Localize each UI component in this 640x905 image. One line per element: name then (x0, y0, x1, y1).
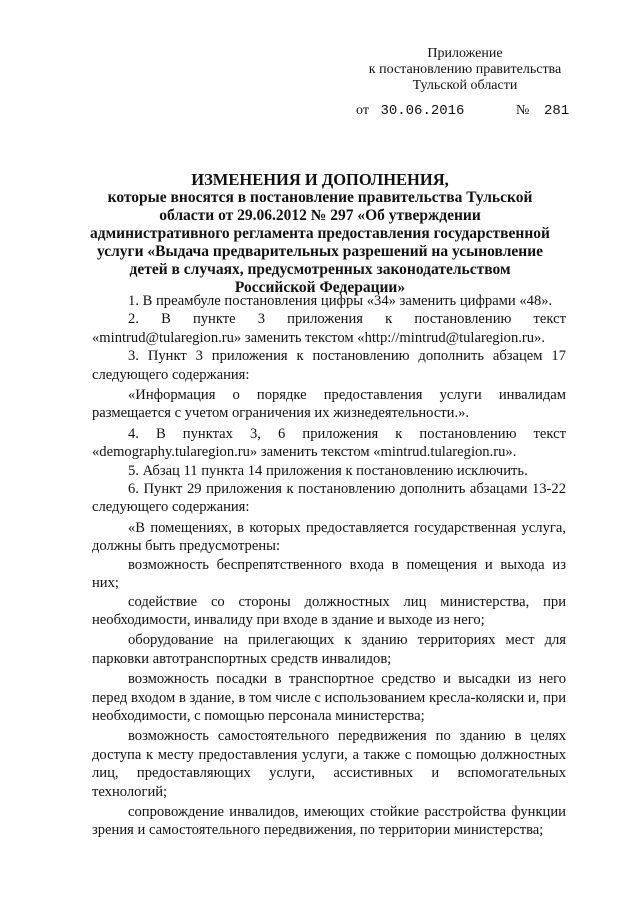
paragraph-1: 1. В преамбуле постановления цифры «34» заменить цифрами «48». (128, 293, 553, 309)
number-sign: № (516, 103, 530, 118)
title-subtitle: которые вносятся в постановление правительства Тульской области от 29.06.2012 № 297 «Об утверждении административного регламента предоставления государственной услуги «Выдача предварительных разрешений на усыновление детей в случаях, предусмотренных законодательством Российской Федерации» (90, 189, 550, 296)
resolution-date-line (356, 103, 596, 119)
paragraph-14: сопровождение инвалидов, имеющих стойкие расстройства функции зрения и самостоятельного передвижения, по территории министерства; (92, 803, 566, 839)
paragraph-13: возможность самостоятельного передвижения по зданию в целях доступа к месту предоставления услуги, а также с помощью должностных лиц, предоставляющих услуги, ассистивных и вспомогательных технологий; (92, 728, 566, 800)
paragraph-9: возможность беспрепятственного входа в помещения и выхода из них; (92, 556, 566, 592)
resolution-number: 281 (544, 103, 570, 119)
paragraph-8: «В помещениях, в которых предоставляется государственная услуга, должны быть предусмотрены: (92, 519, 566, 555)
appendix-resolution-ref: к постановлению правительства (368, 62, 562, 77)
appendix-region: Тульской области (412, 78, 518, 93)
document-body (92, 292, 566, 840)
paragraph-12: возможность посадки в транспортное средство и высадки из него перед входом в здание, в том числе с использованием кресла-коляски и, при необходимости, с помощью персонала министерства; (92, 671, 566, 724)
title-main: ИЗМЕНЕНИЯ И ДОПОЛНЕНИЯ, (191, 170, 449, 189)
paragraph-5: 4. В пунктах 3, 6 приложения к постановлению текст «demography.tularegion.ru» заменить текстом «mintrud.tularegion.ru». (92, 425, 566, 461)
paragraph-6: 5. Абзац 11 пункта 14 приложения к постановлению исключить. (128, 462, 528, 479)
paragraph-10: содействие со стороны должностных лиц министерства, при необходимости, инвалиду при входе в здание и выходе из него; (92, 593, 566, 628)
paragraph-3: 3. Пункт 3 приложения к постановлению дополнить абзацем 17 следующего содержания: (92, 348, 566, 383)
date-prefix: от (356, 103, 369, 118)
appendix-header (350, 46, 580, 94)
resolution-date: 30.06.2016 (380, 103, 465, 119)
paragraph-7: 6. Пункт 29 приложения к постановлению дополнить абзацами 13-22 следующего содержания: (92, 481, 566, 516)
paragraph-11: оборудование на прилегающих к зданию территориях мест для парковки автотранспортных средств инвалидов; (92, 632, 566, 667)
paragraph-4: «Информация о порядке предоставления услуги инвалидам размещается с учетом ограничения их жизнедеятельности.». (92, 387, 566, 422)
paragraph-2: 2. В пункте 3 приложения к постановлению текст «mintrud@tularegion.ru» заменить текстом «http://mintrud@tularegion.ru». (92, 311, 566, 346)
appendix-label: Приложение (427, 46, 503, 61)
document-title (90, 171, 550, 297)
